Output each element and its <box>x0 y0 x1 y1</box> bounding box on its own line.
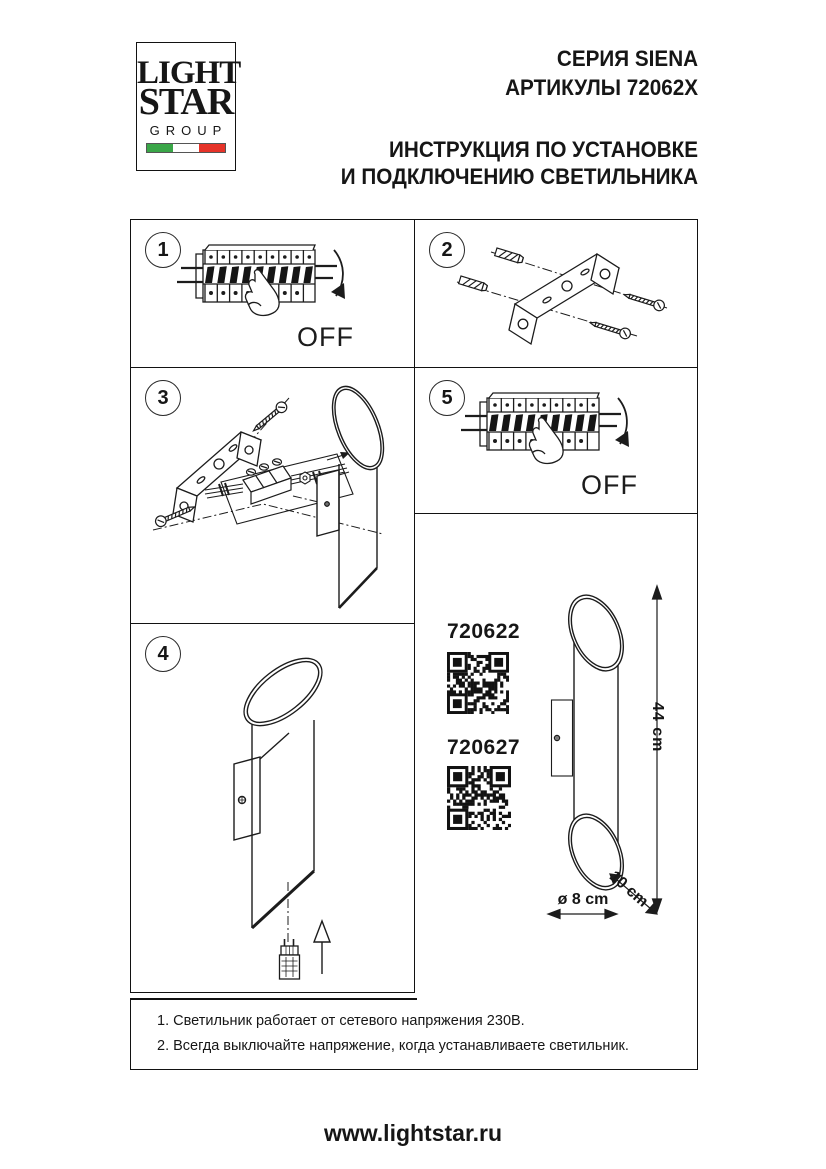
header-text-block <box>318 44 698 190</box>
dimension-depth: 10 cm <box>605 868 652 911</box>
logo-word-group: GROUP <box>149 123 228 138</box>
italian-flag-bar <box>146 143 226 153</box>
step3-panel <box>130 368 415 624</box>
step1-panel <box>130 219 415 368</box>
dimension-diameter: ø 8 cm <box>557 891 609 908</box>
articles-title: АРТИКУЛЫ 72062X <box>505 75 698 100</box>
off-label: OFF <box>581 470 638 500</box>
step4-panel <box>130 624 415 993</box>
step-number: 3 <box>157 386 169 409</box>
step-number-badge <box>145 232 181 268</box>
step-number: 2 <box>441 238 453 261</box>
step-number-badge <box>145 636 181 672</box>
dimension-height: 44 cm <box>649 702 666 753</box>
bulb-insert-drawing <box>131 624 412 989</box>
logo-word-light: LIGHT <box>137 55 241 91</box>
website-url: www.lightstar.ru <box>323 1120 503 1146</box>
step-number: 1 <box>157 238 169 261</box>
step-number-badge <box>429 380 465 416</box>
article-number: 720627 <box>447 736 521 759</box>
off-label: OFF <box>297 322 354 352</box>
flag-green <box>147 144 173 152</box>
doc-title-line2: И ПОДКЛЮЧЕНИЮ СВЕТИЛЬНИКА <box>340 164 698 189</box>
logo-word-star: STAR <box>138 81 234 123</box>
note-line: 1. Светильник работает от сетевого напряжения 230В. <box>157 1013 525 1029</box>
step-number: 4 <box>157 642 169 665</box>
note-line: 2. Всегда выключайте напряжение, когда устанавливаете светильник. <box>157 1038 629 1054</box>
step-number-badge <box>145 380 181 416</box>
product-spec-region <box>415 514 698 1070</box>
qr-code-720627 <box>447 766 511 830</box>
lightstar-logo <box>136 42 241 171</box>
notes-box <box>130 998 698 1070</box>
flag-white <box>173 144 199 152</box>
step2-panel <box>415 219 698 368</box>
step5-panel <box>415 368 698 514</box>
doc-title-line1: ИНСТРУКЦИЯ ПО УСТАНОВКЕ <box>388 137 698 162</box>
step-number: 5 <box>441 386 453 409</box>
step-number-badge <box>429 232 465 268</box>
qr-code-720622 <box>447 652 509 714</box>
series-title: СЕРИЯ SIENA <box>556 46 698 71</box>
article-number: 720622 <box>447 620 521 643</box>
flag-red <box>199 144 225 152</box>
